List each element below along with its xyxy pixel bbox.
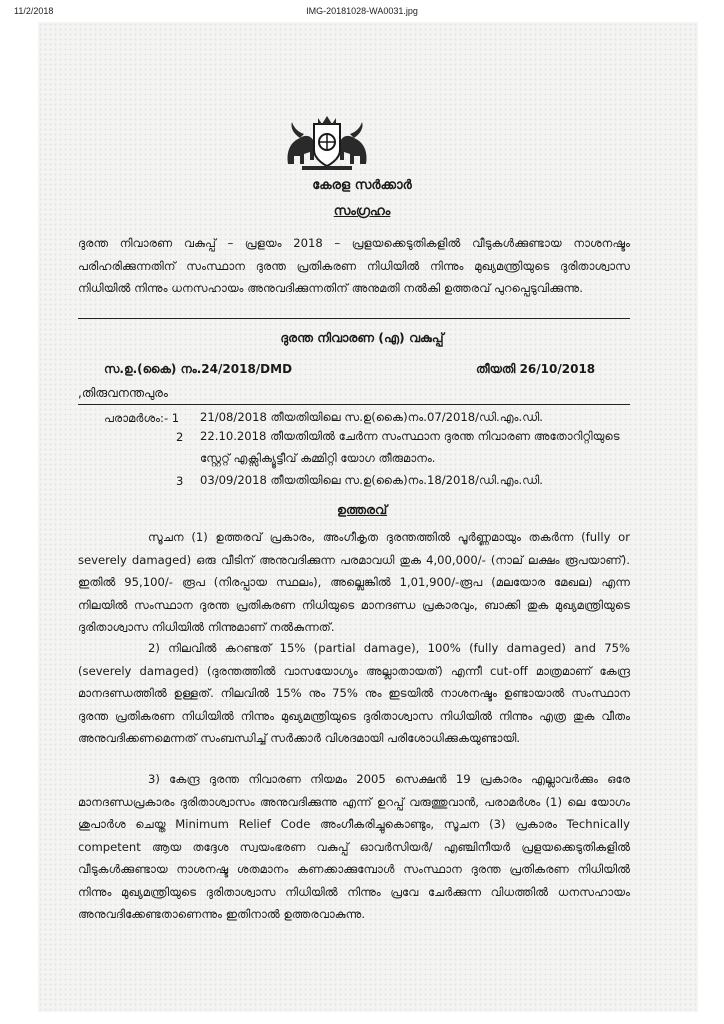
order-paragraph-1: സൂചന (1) ഉത്തരവ് പ്രകാരം, അംഗീകൃത ദുരന്തത്തിൽ പൂർണ്ണമായും തകർന്ന (fully or severely damaged) ഒരു വീടിന് അനുവദിക്കുന്ന പരമാവധി തുക 4,00,000/- (നാല് ലക്ഷം രൂപയാണ്). ഇതിൽ 95,100/- രൂപ (നിരപ്പായ സ്ഥലം), അല്ലെങ്കിൽ 1,01,900/-രൂപ (മലയോര മേഖല) എന്ന നിലയിൽ സംസ്ഥാന ദുരന്ത പ്രതികരണ നിധിയുടെ മാനദണ്ഡ പ്രകാരവും, ബാക്കി തുക മുഖ്യമന്ത്രിയുടെ ദുരിതാശ്വാസ നിധിയിൽ നിന്നുമാണ് നൽകുന്നത്. (78, 530, 630, 634)
print-date: 11/2/2018 (14, 6, 54, 16)
department-name: ദുരന്ത നിവാരണ (എ) വകുപ്പ് (280, 330, 444, 345)
order-date: തീയതി 26/10/2018 (476, 362, 596, 376)
reference-number: 3 (176, 474, 184, 488)
order-place: ,തിരുവനന്തപുരം (78, 386, 168, 400)
summary-text: ദുരന്ത നിവാരണ വകുപ്പ് – പ്രളയം 2018 – പ്രളയക്കെടുതികളിൽ വീടുകൾക്കുണ്ടായ നാശനഷ്ടം പരിഹരിക്കുന്നതിന് സംസ്ഥാന ദുരന്ത പ്രതികരണ നിധിയിൽ നിന്നും മുഖ്യമന്ത്രിയുടെ ദുരിതാശ്വാസ നിധിയിൽ നിന്നും ധനസഹായം അനുവദിക്കുന്നതിന് അനുമതി നൽകി ഉത്തരവ് പുറപ്പെടുവിക്കുന്നു. (78, 236, 630, 295)
order-paragraph-2: 2) നിലവിൽ കറണ്ടത് 15% (partial damage), 100% (fully damaged) and 75% (severely damaged) (ദുരന്തത്തിൽ വാസയോഗ്യം അല്ലാതായത്) എന്നീ cut-off മാത്രമാണ് കേന്ദ്ര മാനദണ്ഡത്തിൽ ഉള്ളത്. നിലവിൽ 15% നും 75% നും ഇടയിൽ നാശനഷ്ടം ഉണ്ടായാൽ സംസ്ഥാന ദുരന്ത പ്രതികരണ നിധിയിൽ നിന്നും മുഖ്യമന്ത്രിയുടെ ദുരിതാശ്വാസ നിധിയിൽ നിന്നും എത്ര തുക വീതം അനുവദിക്കണമെന്നത് സംബന്ധിച്ച് സർക്കാർ വിശദമായി പരിശോധിക്കുകയുണ്ടായി. (78, 641, 630, 745)
reference-item: 03/09/2018 തീയതിയിലെ സ.ഉ(കൈ)നം.18/2018/ഡി.എം.ഡി. (200, 473, 543, 487)
references-label: പരാമർശം:- 1 (104, 411, 180, 425)
divider-bottom (78, 404, 630, 405)
government-title: കേരള സർക്കാർ (312, 178, 412, 193)
order-paragraph-3: 3) കേന്ദ്ര ദുരന്ത നിവാരണ നിയമം 2005 സെക്ഷൻ 19 പ്രകാരം എല്ലാവർക്കും ഒരേ മാനദണ്ഡപ്രകാരം ദുരിതാശ്വാസം അനുവദിക്കുന്നു എന്ന് ഉറപ്പ് വരുത്തുവാൻ, പരാമർശം (1) ലെ യോഗം ശുപാർശ ചെയ്ത Minimum Relief Code അംഗീകരിച്ചുകൊണ്ടും, സൂചന (3) പ്രകാരം Technically competent ആയ തദ്ദേശ സ്വയംഭരണ വകുപ്പ് ഓവർസിയർ/ എഞ്ചിനീയർ പ്രളയക്കെടുതികളിൽ വീടുകൾക്കുണ്ടായ നാശനഷ്ട ശതമാനം കണക്കാക്കുമ്പോൾ സംസ്ഥാന ദുരന്ത പ്രതികരണ നിധിയിൽ നിന്നും മുഖ്യമന്ത്രിയുടെ ദുരിതാശ്വാസ നിധിയിൽ നിന്നും പ്രവേ ചേർക്കുന്ന വിധത്തിൽ ധനസഹായം അനുവദിക്കേണ്ടതാണെന്നും ഇതിനാൽ ഉത്തരവാകുന്നു. (78, 772, 630, 921)
print-header (0, 6, 724, 20)
summary-heading: സംഗ്രഹം (333, 204, 391, 219)
order-heading: ഉത്തരവ് (336, 502, 388, 517)
reference-item: 21/08/2018 തീയതിയിലെ സ.ഉ(കൈ)നം.07/2018/ഡി.എം.ഡി. (200, 410, 543, 424)
order-number: സ.ഉ.(കൈ) നം.24/2018/DMD (104, 362, 293, 376)
reference-number: 2 (176, 430, 184, 444)
print-filename: IMG-20181028-WA0031.jpg (306, 6, 418, 16)
kerala-state-emblem-icon (282, 112, 372, 174)
reference-item: 22.10.2018 തീയതിയിൽ ചേർന്ന സംസ്ഥാന ദുരന്ത നിവാരണ അതോറിറ്റിയുടെ സ്റ്റേറ്റ് എക്സിക്യൂട്ടീവ് കമ്മിറ്റി യോഗ തീരുമാനം. (200, 429, 620, 465)
divider-top (78, 318, 630, 319)
